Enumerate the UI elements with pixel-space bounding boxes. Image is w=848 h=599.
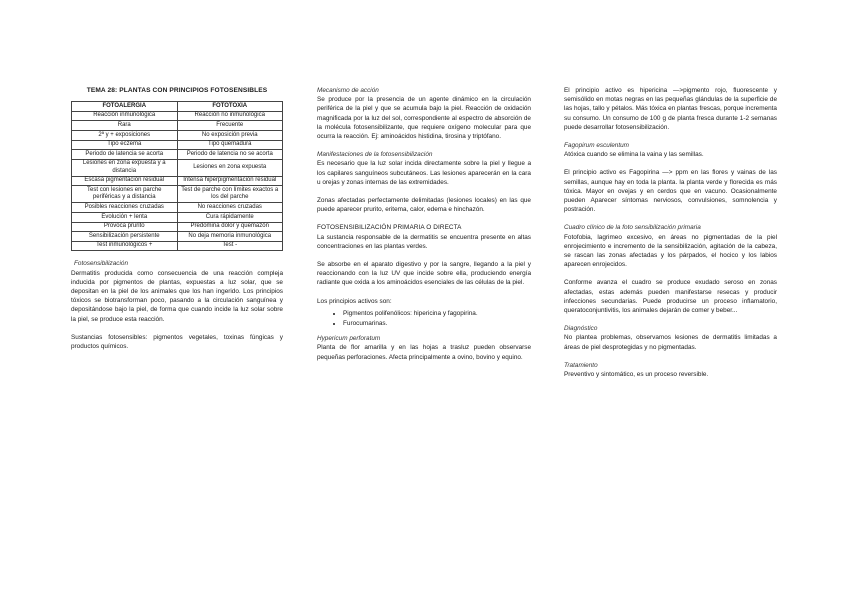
column-left [71,86,283,351]
table-row [72,241,283,251]
table-cell: Test inmunológicos + [72,241,178,251]
table-cell: Sensibilización persistente [72,232,178,242]
fagopirum-paragraph: Atóxica cuando se elimina la vaina y las semillas. [564,151,704,159]
fotosensibilizacion-paragraph: Dermatitis producida como consecuencia de una reacción compleja inducida por pigmentos de plantas, expuestas a luz solar, que se depositan en la piel de los animales que los han ingerido. Los principios tóxicos se biotransforman poco, pasando a la circulación sanguínea y depositándose bajo la piel, de forma que cuando incide la luz solar sobre la piel, se produce esta reacción. [71,269,283,323]
table-row [72,176,283,186]
avance-paragraph: Conforme avanza el cuadro se produce exudado seroso en zonas afectadas, estas además pueden manifestarse resecas y producir infecciones secundarias. Puede producirse un proceso inflamatorio, queratoconjuntivitis, los animales dejarán de comer y beber... [564,279,777,315]
table-cell: Posibles reacciones cruzadas [72,203,178,213]
table-header-fotoalergia: FOTOALERGIA [72,102,178,112]
table-cell: Provoca prurito [72,222,178,232]
table-cell: Periodo de latencia se acorta [72,150,178,160]
table-row [72,140,283,150]
cuadro-clinico-paragraph: Fotofobia, lagrimeo excesivo, en áreas no pigmentadas de la piel enrojecimiento e incremento de la sensibilización, agitación de la cabeza, se rascan las zonas afectadas y los párpados, el hocico y los labios aparecen enrojecidos. [564,233,777,269]
tratamiento-heading: Tratamiento [564,361,598,369]
table-cell: Predomina dolor y quemazón [177,222,283,232]
sustancias-paragraph: Sustancias fotosensibles: pigmentos vegetales, toxinas fúngicas y productos químicos. [71,333,283,350]
table-row [72,212,283,222]
column-right [564,86,777,379]
table-row [72,222,283,232]
list-item: • Furocumarinas. [343,319,531,328]
column-middle [317,86,531,362]
mecanismo-paragraph: Se produce por la presencia de un agente dinámico en la circulación periférica de la piel y que se acumula bajo la piel. Reacción de oxidación magnificada por la luz del sol, correspondiente al espectro de absorción de la molécula fotosensibilizante, que requiere oxígeno molecular para que ocurra la reacción. Ej: aminoácidos histidina, tirosina y triptófano. [317,96,531,141]
table-row [72,232,283,242]
table-cell: Lesiones en zona expuesta y a distancia [72,159,178,176]
table-cell: No exposición previa [177,130,283,140]
table-cell: Evolución + lenta [72,212,178,222]
table-cell: Escasa pigmentación residual [72,176,178,186]
table-cell: Lesiones en zona expuesta [177,159,283,176]
table-cell: Frecuente [177,121,283,131]
table-row [72,130,283,140]
table-row [72,159,283,176]
table-cell: 2ª y + exposiciones [72,130,178,140]
table-cell: Test de parche con límites exactos a los del parche [177,186,283,203]
diagnostico-heading: Diagnóstico [564,325,598,333]
primaria-heading: FOTOSENSIBILIZACIÓN PRIMARIA O DIRECTA [317,224,462,232]
manifestaciones-paragraph: Es necesario que la luz solar incida directamente sobre la piel y llegue a los capilares sanguíneos subcutáneos. Las lesiones aparecerán en la cara u orejas y zonas internas de las extremidades. [317,160,531,186]
fotosensibilizacion-heading: Fotosensibilización [74,260,128,268]
hipericina-paragraph: El principio activo es hipericina —>pigmento rojo, fluorescente y semisólido en motas negras en las pequeñas glándulas de la superficie de las hojas, tallo y pétalos. Más tóxica en plantas frescas, porque incrementa su consumo. Un consumo de 100 g de planta fresca durante 1-2 semanas puede desarrollar fotosensibilización. [564,87,777,131]
hypericum-paragraph: Planta de flor amarilla y en las hojas a trasluz pueden observarse pequeñas perforaciones. Afecta principalmente a ovino, bovino y equino. [317,344,531,361]
cuadro-clinico-heading: Cuadro clínico de la foto sensibilización primaria [564,224,701,232]
hypericum-heading: Hypericum perforatum [317,335,381,343]
table-row [72,203,283,213]
manifestaciones-heading: Manifestaciones de la fotosensibilización [317,151,433,159]
comparison-table [71,101,283,251]
principios-intro: Los principios activos son: [317,297,392,305]
table-cell: No deja memoria inmunológica [177,232,283,242]
table-header-fototoxia: FOTOTOXIA [177,102,283,112]
mecanismo-heading: Mecanismo de acción [317,87,379,94]
diagnostico-paragraph: No plantea problemas, observamos lesiones de dermatitis limitadas a áreas de piel desprotegidas y no pigmentadas. [564,334,777,351]
table-cell: Reacción inmunológica [72,111,178,121]
table-row [72,111,283,121]
table-header-row [72,102,283,112]
table-cell: Tipo quemadura [177,140,283,150]
table-row [72,121,283,131]
table-cell: Test - [177,241,283,251]
table-cell: Periodo de latencia no se acorta [177,150,283,160]
table-cell: No reacciones cruzadas [177,203,283,213]
fagopirina-paragraph: El principio activo es Fagopirina —> ppm en las flores y vainas de las semillas, aunque hay en toda la planta. la planta verde y florecida es más tóxica. Mayor en ovejas y en cerdos que en vacuno. Ocasionalmente pueden Aparecer síntomas nerviosos, convulsiones, somnolencia y postración. [564,169,777,214]
table-cell: Rara [72,121,178,131]
list-item: • Pigmentos polifenólicos: hipericina y fagopirina. [343,309,531,318]
fagopirum-heading: Fagopirum esculentum [564,142,630,150]
table-row [72,186,283,203]
table-cell: Test con lesiones en parche periféricas y a distancia [72,186,178,203]
table-row [72,150,283,160]
primaria-paragraph: La sustancia responsable de la dermatitis se encuentra presente en altas concentraciones en las plantas verdes. [317,233,531,250]
absorcion-paragraph: Se absorbe en el aparato digestivo y por la sangre, llegando a la piel y reaccionando con la luz UV que incide sobre ella, produciendo energía radiante que oxida a los aminoácidos esenciales de las células de la piel. [317,261,531,287]
table-cell: Cura rápidamente [177,212,283,222]
zonas-paragraph: Zonas afectadas perfectamente delimitadas (lesiones locales) en las que puede aparecer prurito, eritema, calor, edema e hinchazón. [317,197,531,214]
table-cell: Reacción no inmunológica [177,111,283,121]
table-cell: Tipo eczema [72,140,178,150]
tratamiento-paragraph: Preventivo y sintomático, es un proceso reversible. [564,371,709,379]
page-title: TEMA 28: PLANTAS CON PRINCIPIOS FOTOSENSIBLES [86,87,268,94]
table-cell: Intensa hiperpigmentación residual [177,176,283,186]
principios-list [317,309,531,328]
